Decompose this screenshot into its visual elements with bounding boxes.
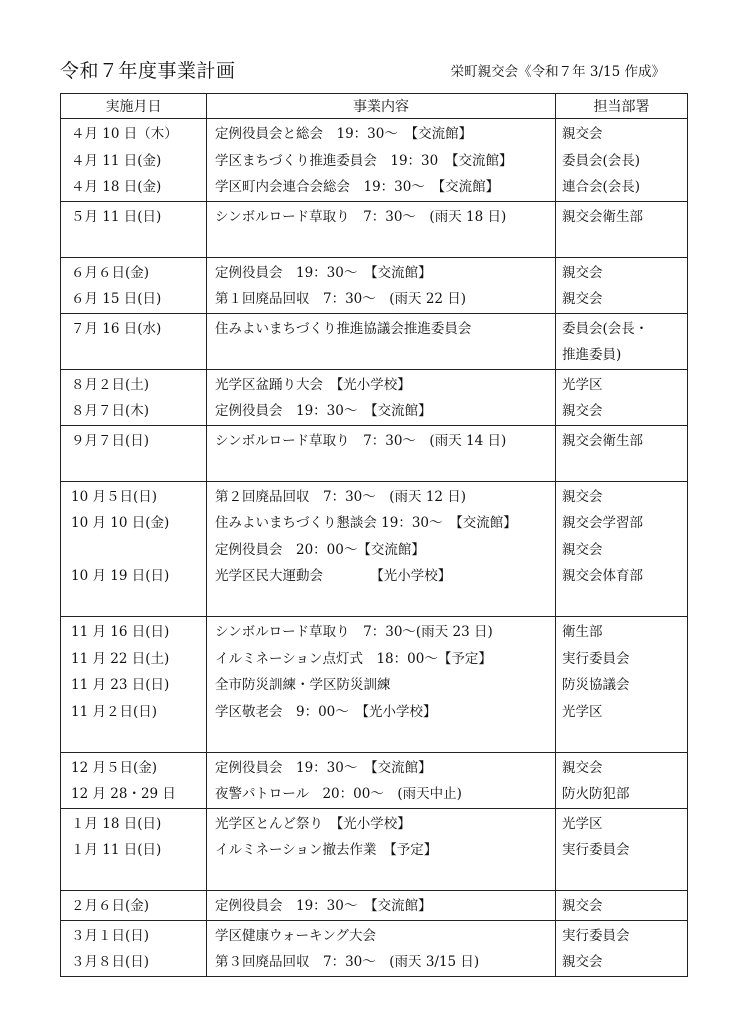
content-cell xyxy=(207,808,556,891)
content-line xyxy=(207,230,555,257)
date-line: ３月８日(日) xyxy=(71,954,150,970)
dept-line xyxy=(556,864,687,891)
date-line: 11 月２日(日) xyxy=(71,703,158,720)
date-line: ７月 16 日(水) xyxy=(71,320,162,337)
header-content: 事業内容 xyxy=(207,94,556,119)
table-row xyxy=(61,920,688,976)
table-header-row xyxy=(61,94,688,119)
dept-cell xyxy=(556,920,688,976)
dept-cell xyxy=(556,425,688,481)
dept-line: 親交会衛生部 xyxy=(562,208,643,225)
dept-line xyxy=(556,725,687,752)
date-line: 10 月 19 日(日) xyxy=(71,568,170,584)
content-line: 光学区とんど祭り 【光小学校】 xyxy=(215,815,411,832)
dept-line xyxy=(556,230,687,257)
content-cell xyxy=(207,201,556,257)
content-cell xyxy=(207,891,556,921)
dept-line: 防災協議会 xyxy=(562,677,630,693)
date-line: ２月６日(金) xyxy=(71,898,150,914)
dept-line: 委員会(会長・ xyxy=(562,320,649,337)
date-cell xyxy=(61,752,207,808)
dept-line: 親交会 xyxy=(562,954,603,970)
dept-line: 親交会 xyxy=(562,403,603,419)
date-line: ５月 11 日(日) xyxy=(71,208,162,225)
dept-cell xyxy=(556,257,688,313)
content-cell xyxy=(207,425,556,481)
date-line: 11 月 22 日(土) xyxy=(71,650,170,667)
date-line: 12 月 28・29 日 xyxy=(71,786,176,802)
document-title: 令和７年度事業計画 xyxy=(60,60,236,82)
dept-line: 実行委員会 xyxy=(562,927,630,944)
content-cell xyxy=(207,369,556,425)
date-line: ４月 10 日（木） xyxy=(71,126,178,142)
content-cell xyxy=(207,119,556,202)
content-line: 全市防災訓練・学区防災訓練 xyxy=(215,677,391,693)
table-row xyxy=(61,201,688,257)
date-line: 12 月５日(金) xyxy=(71,759,158,776)
date-cell xyxy=(61,119,207,202)
content-line: 住みよいまちづくり推進協議会推進委員会 xyxy=(215,320,472,337)
date-line: ４月 11 日(金) xyxy=(71,152,162,169)
dept-line: 光学区 xyxy=(562,703,603,720)
dept-cell xyxy=(556,481,688,617)
content-line: イルミネーション撤去作業 【予定】 xyxy=(215,842,438,858)
dept-line: 親交会学習部 xyxy=(562,515,643,531)
date-line: ８月７日(木) xyxy=(71,403,150,419)
date-cell xyxy=(61,481,207,617)
content-line: 学区敬老会 9：00～ 【光小学校】 xyxy=(215,703,437,720)
content-line: 学区健康ウォーキング大会 xyxy=(215,927,377,944)
date-cell xyxy=(61,920,207,976)
date-line: ３月１日(日) xyxy=(71,927,150,944)
table-row xyxy=(61,313,688,369)
content-line: シンボルロード草取り 7：30～ (雨天 18 日) xyxy=(215,208,507,225)
dept-line: 親交会 xyxy=(562,759,603,776)
content-line xyxy=(207,454,555,481)
document-subtitle: 栄町親交会《令和７年 3/15 作成》 xyxy=(450,64,665,80)
date-line xyxy=(61,342,206,369)
dept-line: 防火防犯部 xyxy=(562,786,630,802)
content-cell xyxy=(207,313,556,369)
content-line: 第２回廃品回収 7：30～ (雨天 12 日) xyxy=(215,488,467,505)
dept-line: 委員会(会長) xyxy=(562,152,641,169)
dept-line: 親交会 xyxy=(562,541,603,558)
date-cell xyxy=(61,313,207,369)
content-line xyxy=(207,725,555,752)
date-line: ６月 15 日(日) xyxy=(71,291,162,307)
date-line xyxy=(61,454,206,481)
content-line: 光学区盆踊り大会 【光小学校】 xyxy=(215,376,411,393)
dept-cell xyxy=(556,808,688,891)
date-cell xyxy=(61,891,207,921)
table-row xyxy=(61,257,688,313)
content-line: シンボルロード草取り 7：30～ (雨天 14 日) xyxy=(215,432,507,449)
dept-cell xyxy=(556,201,688,257)
dept-cell xyxy=(556,891,688,921)
dept-line: 親交会 xyxy=(562,126,603,142)
dept-line: 光学区 xyxy=(562,376,603,393)
content-line: 定例役員会 20：00～【交流館】 xyxy=(215,541,425,558)
date-cell xyxy=(61,257,207,313)
dept-cell xyxy=(556,313,688,369)
dept-line: 光学区 xyxy=(562,815,603,832)
content-line xyxy=(207,342,555,369)
date-line: 10 月５日(日) xyxy=(71,488,158,505)
date-line: 10 月 10 日(金) xyxy=(71,515,170,531)
dept-line: 親交会 xyxy=(562,291,603,307)
dept-line: 親交会 xyxy=(562,488,603,505)
content-line: 第３回廃品回収 7：30～ (雨天 3/15 日) xyxy=(215,954,480,970)
table-row xyxy=(61,481,688,617)
table-row xyxy=(61,808,688,891)
table-row xyxy=(61,891,688,921)
content-cell xyxy=(207,920,556,976)
dept-line: 衛生部 xyxy=(562,624,603,640)
header-date: 実施月日 xyxy=(61,94,207,119)
dept-line: 親交会 xyxy=(562,898,603,914)
header-dept: 担当部署 xyxy=(556,94,688,119)
content-line: 光学区民大運動会 【光小学校】 xyxy=(215,568,452,584)
dept-line: 親交会 xyxy=(562,264,603,281)
dept-cell xyxy=(556,369,688,425)
content-line: イルミネーション点灯式 18：00～【予定】 xyxy=(215,650,492,667)
dept-line: 実行委員会 xyxy=(562,650,630,667)
date-cell xyxy=(61,201,207,257)
table-row xyxy=(61,369,688,425)
dept-line xyxy=(556,590,687,617)
dept-cell xyxy=(556,119,688,202)
table-row xyxy=(61,425,688,481)
date-line: ４月 18 日(金) xyxy=(71,179,162,195)
date-line: ６月６日(金) xyxy=(71,264,150,281)
date-line xyxy=(61,725,206,752)
dept-line: 実行委員会 xyxy=(562,842,630,858)
date-line: ８月２日(土) xyxy=(71,376,150,393)
date-line xyxy=(61,864,206,891)
content-line: 定例役員会 19：30～ 【交流館】 xyxy=(215,403,432,419)
dept-line: 親交会体育部 xyxy=(562,568,643,584)
plan-table xyxy=(60,93,688,977)
content-line: 定例役員会 19：30～ 【交流館】 xyxy=(215,898,432,914)
content-line xyxy=(207,864,555,891)
dept-line: 推進委員) xyxy=(562,347,622,363)
date-line: １月 11 日(日) xyxy=(71,842,162,858)
date-cell xyxy=(61,808,207,891)
table-row xyxy=(61,119,688,202)
content-line: 夜警パトロール 20：00～ (雨天中止) xyxy=(215,786,462,802)
content-cell xyxy=(207,481,556,617)
content-line: シンボルロード草取り 7：30～(雨天 23 日) xyxy=(215,624,493,640)
date-cell xyxy=(61,617,207,753)
content-line: 第１回廃品回収 7：30～ (雨天 22 日) xyxy=(215,291,467,307)
date-line xyxy=(61,230,206,257)
content-line: 定例役員会と総会 19：30～ 【交流館】 xyxy=(215,126,473,142)
dept-cell xyxy=(556,617,688,753)
content-line: 学区まちづくり推進委員会 19：30 【交流館】 xyxy=(215,152,513,169)
date-line xyxy=(61,590,206,617)
content-cell xyxy=(207,752,556,808)
content-line: 学区町内会連合会総会 19：30～ 【交流館】 xyxy=(215,179,500,195)
content-line xyxy=(207,590,555,617)
date-line: 11 月 16 日(日) xyxy=(71,624,170,640)
content-line: 定例役員会 19：30～ 【交流館】 xyxy=(215,264,432,281)
content-cell xyxy=(207,617,556,753)
content-line: 住みよいまちづくり懇談会 19：30～ 【交流館】 xyxy=(215,515,517,531)
dept-line xyxy=(556,454,687,481)
date-line: ９月７日(日) xyxy=(71,432,150,449)
date-line: １月 18 日(日) xyxy=(71,815,162,832)
dept-line: 親交会衛生部 xyxy=(562,432,643,449)
table-row xyxy=(61,617,688,753)
date-line: 11 月 23 日(日) xyxy=(71,677,170,693)
content-cell xyxy=(207,257,556,313)
date-cell xyxy=(61,369,207,425)
plan-body xyxy=(61,119,688,977)
dept-cell xyxy=(556,752,688,808)
date-cell xyxy=(61,425,207,481)
content-line: 定例役員会 19：30～ 【交流館】 xyxy=(215,759,432,776)
table-row xyxy=(61,752,688,808)
date-line xyxy=(61,537,206,564)
dept-line: 連合会(会長) xyxy=(562,179,641,195)
